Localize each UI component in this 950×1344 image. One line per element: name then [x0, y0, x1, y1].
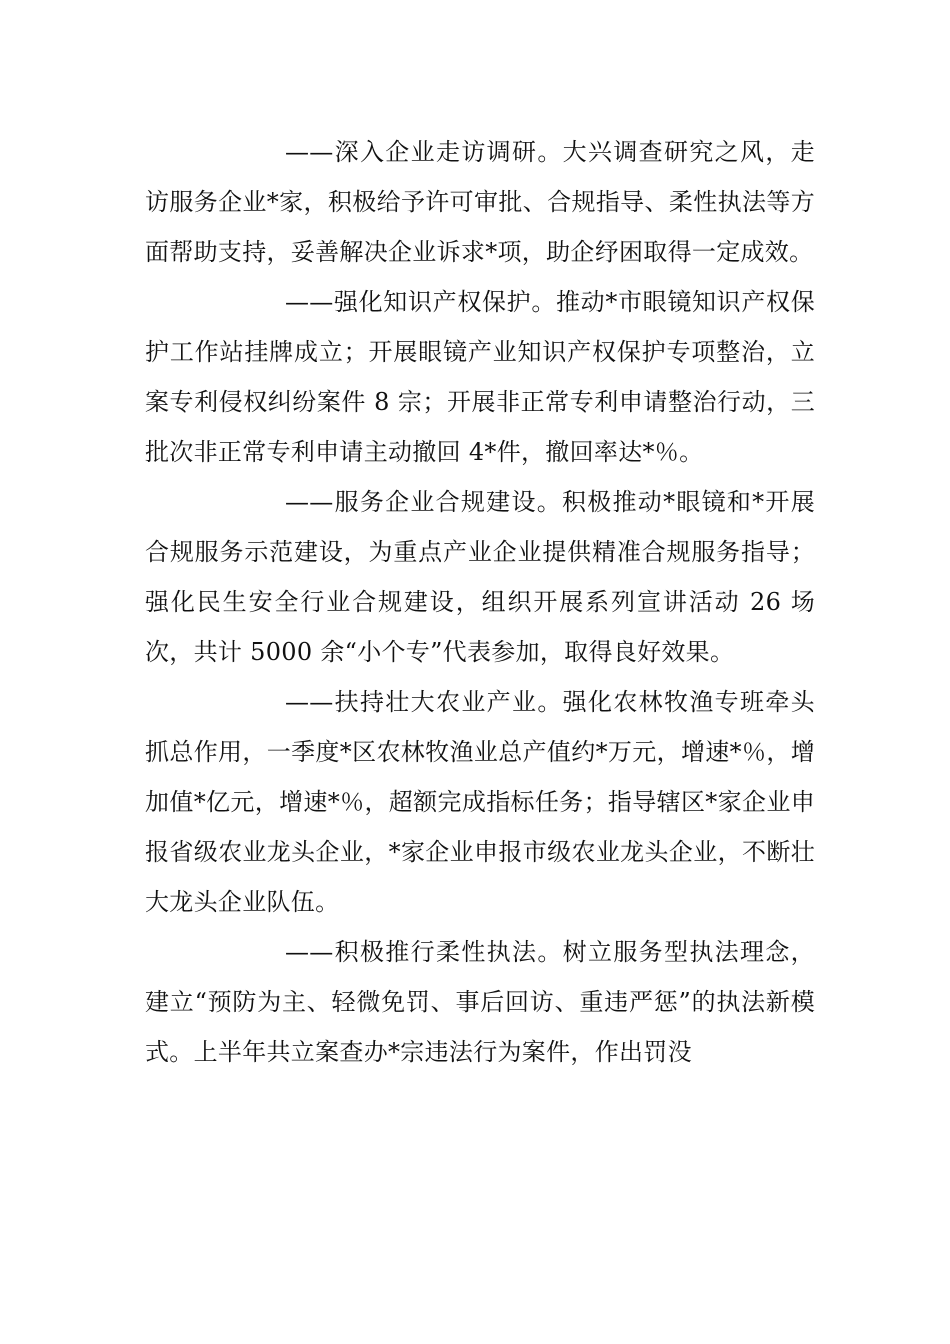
- paragraph-compliance-building: ——服务企业合规建设。积极推动*眼镜和*开展合规服务示范建设，为重点产业企业提供精准合规服务指导；强化民生安全行业合规建设，组织开展系列宣讲活动 26 场次，共计 5000 余“小个专”代表参加，取得良好效果。: [145, 488, 815, 666]
- paragraph-ip-protection: ——强化知识产权保护。推动*市眼镜知识产权保护工作站挂牌成立；开展眼镜产业知识产权保护专项整治，立案专利侵权纠纷案件 8 宗；开展非正常专利申请整治行动，三批次非正常专利申请主动撤回 4*件，撤回率达*％。: [145, 288, 815, 466]
- paragraph-agriculture-support: ——扶持壮大农业产业。强化农林牧渔专班牵头抓总作用，一季度*区农林牧渔业总产值约*万元，增速*％，增加值*亿元，增速*％，超额完成指标任务；指导辖区*家企业申报省级农业龙头企业，*家企业申报市级农业龙头企业，不断壮大龙头企业队伍。: [145, 688, 815, 916]
- document-body: [145, 127, 815, 1077]
- paragraph-enterprise-visits: ——深入企业走访调研。大兴调查研究之风，走访服务企业*家，积极给予许可审批、合规指导、柔性执法等方面帮助支持，妥善解决企业诉求*项，助企纾困取得一定成效。: [145, 138, 815, 266]
- paragraph-flexible-enforcement: ——积极推行柔性执法。树立服务型执法理念，建立“预防为主、轻微免罚、事后回访、重违严惩”的执法新模式。上半年共立案查办*宗违法行为案件，作出罚没: [145, 938, 815, 1066]
